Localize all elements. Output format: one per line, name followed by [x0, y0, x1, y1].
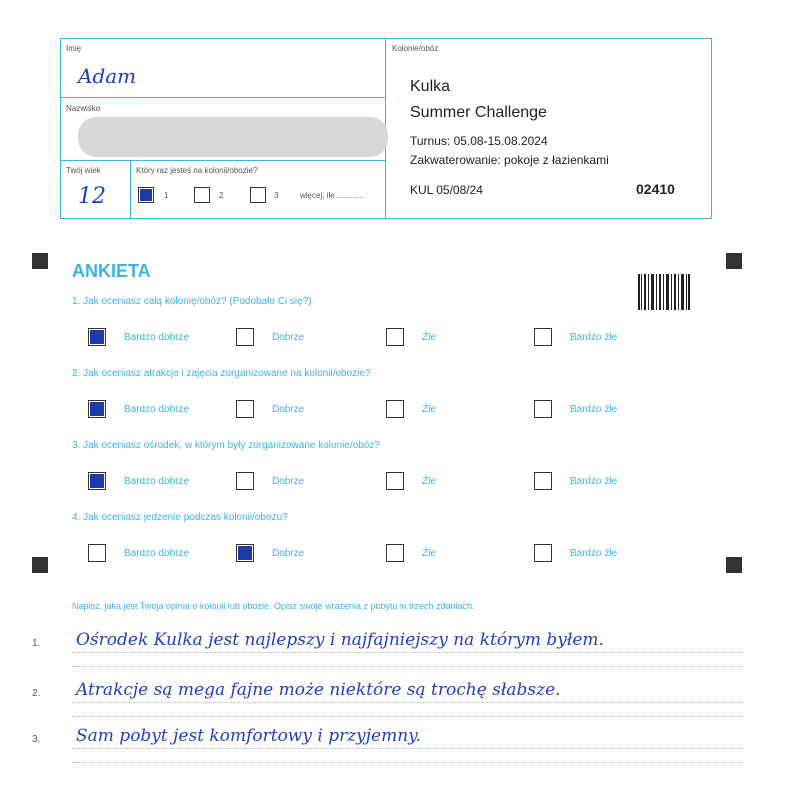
wiek-label: Twój wiek — [66, 166, 101, 175]
camp-program: Summer Challenge — [410, 104, 547, 121]
question-2-option-1-label: Bardzo dobrze — [124, 404, 190, 415]
question-3-option-1-label: Bardzo dobrze — [124, 476, 190, 487]
ktory-raz-checkbox-2[interactable] — [194, 187, 210, 203]
question-3-option-2-checkbox[interactable] — [236, 472, 254, 490]
opinion-line-2-rule — [72, 702, 744, 703]
ktory-raz-option-2: 2 — [219, 191, 224, 200]
question-4-text: 4. Jak oceniasz jedzenie podczas kolonii/obozu? — [72, 512, 288, 523]
question-4-option-4-checkbox[interactable] — [534, 544, 552, 562]
question-3-option-3-checkbox[interactable] — [386, 472, 404, 490]
ktory-raz-more: więcej, ile ............ — [300, 191, 364, 200]
opinion-prompt: Napisz, jaka jest Twoja opinia o kolonii lub obozie. Opisz swoje wrażenia z pobytu w trzech zdaniach. — [72, 601, 475, 611]
surname-divider — [60, 160, 386, 161]
question-2-option-4-label: Bardzo źle — [570, 404, 618, 415]
camp-label: Kolonie/obóz — [392, 44, 439, 53]
question-2-option-4-checkbox[interactable] — [534, 400, 552, 418]
question-3-option-3-label: Źle — [422, 476, 436, 487]
camp-zakwaterowanie: Zakwaterowanie: pokoje z łazienkami — [410, 153, 609, 167]
question-4-option-4-label: Bardzo źle — [570, 548, 618, 559]
question-1-option-3-checkbox[interactable] — [386, 328, 404, 346]
question-1-option-1-label: Bardzo dobrze — [124, 332, 190, 343]
opinion-line-2-text[interactable]: Atrakcje są mega fajne może niektóre są trochę słabsze. — [76, 680, 561, 700]
age-divider — [130, 160, 131, 219]
question-2-text: 2. Jak oceniasz atrakcje i zajęcia zorganizowane na kolonii/obozie? — [72, 368, 371, 379]
question-1-text: 1. Jak oceniasz całą kolonię/obóz? (Podobało Ci się?) — [72, 296, 312, 307]
registration-marker-tr — [726, 253, 742, 269]
question-4-option-1-checkbox[interactable] — [88, 544, 106, 562]
question-2-option-2-checkbox[interactable] — [236, 400, 254, 418]
question-4-option-3-checkbox[interactable] — [386, 544, 404, 562]
opinion-line-3-number: 3. — [32, 734, 41, 745]
wiek-value[interactable]: 12 — [78, 184, 106, 209]
opinion-line-1-rule — [72, 652, 744, 653]
question-3-option-4-checkbox[interactable] — [534, 472, 552, 490]
question-1-option-2-label: Dobrze — [272, 332, 305, 343]
question-4-option-2-label: Dobrze — [272, 548, 305, 559]
question-3-option-1-checkbox[interactable] — [88, 472, 106, 490]
question-3-option-2-label: Dobrze — [272, 476, 305, 487]
camp-name: Kulka — [410, 78, 451, 95]
question-1-option-2-checkbox[interactable] — [236, 328, 254, 346]
name-divider — [60, 97, 386, 98]
opinion-line-2-number: 2. — [32, 688, 41, 699]
camp-code: KUL 05/08/24 — [410, 183, 483, 197]
ktory-raz-option-3: 3 — [274, 191, 279, 200]
opinion-line-1-number: 1. — [32, 638, 41, 649]
imie-value[interactable]: Adam — [78, 64, 137, 88]
opinion-line-1-text[interactable]: Ośrodek Kulka jest najlepszy i najfajniejszy na którym byłem. — [76, 630, 604, 650]
question-1-option-4-checkbox[interactable] — [534, 328, 552, 346]
opinion-line-1-rule-2 — [72, 666, 744, 667]
imie-label: Imię — [66, 44, 82, 53]
question-4-option-3-label: Źle — [422, 548, 436, 559]
question-3-option-4-label: Bardzo źle — [570, 476, 618, 487]
question-2-option-3-checkbox[interactable] — [386, 400, 404, 418]
opinion-line-3-rule — [72, 748, 744, 749]
registration-marker-tl — [32, 253, 48, 269]
question-1-option-3-label: Źle — [422, 332, 436, 343]
registration-marker-bl — [32, 557, 48, 573]
camp-number: 02410 — [636, 181, 675, 197]
question-2-option-3-label: Źle — [422, 404, 436, 415]
question-2-option-1-checkbox[interactable] — [88, 400, 106, 418]
camp-turnus: Turnus: 05.08-15.08.2024 — [410, 134, 548, 148]
registration-marker-br — [726, 557, 742, 573]
nazwisko-label: Nazwisko — [66, 104, 101, 113]
question-1-option-1-checkbox[interactable] — [88, 328, 106, 346]
question-2-option-2-label: Dobrze — [272, 404, 305, 415]
ktory-raz-label: Który raz jesteś na kolonii/obozie? — [136, 166, 258, 175]
opinion-line-3-rule-2 — [72, 762, 744, 763]
opinion-line-3-text[interactable]: Sam pobyt jest komfortowy i przyjemny. — [76, 726, 421, 746]
ktory-raz-checkbox-3[interactable] — [250, 187, 266, 203]
question-1-option-4-label: Bardzo źle — [570, 332, 618, 343]
barcode-icon — [638, 274, 690, 310]
opinion-line-2-rule-2 — [72, 716, 744, 717]
survey-title: ANKIETA — [72, 261, 151, 281]
ktory-raz-checkbox-1[interactable] — [138, 187, 154, 203]
question-4-option-1-label: Bardzo dobrze — [124, 548, 190, 559]
ktory-raz-option-1: 1 — [164, 191, 169, 200]
question-4-option-2-checkbox[interactable] — [236, 544, 254, 562]
nazwisko-redacted — [78, 117, 388, 157]
question-3-text: 3. Jak oceniasz ośrodek, w którym były zorganizowane kolonie/obóz? — [72, 440, 380, 451]
